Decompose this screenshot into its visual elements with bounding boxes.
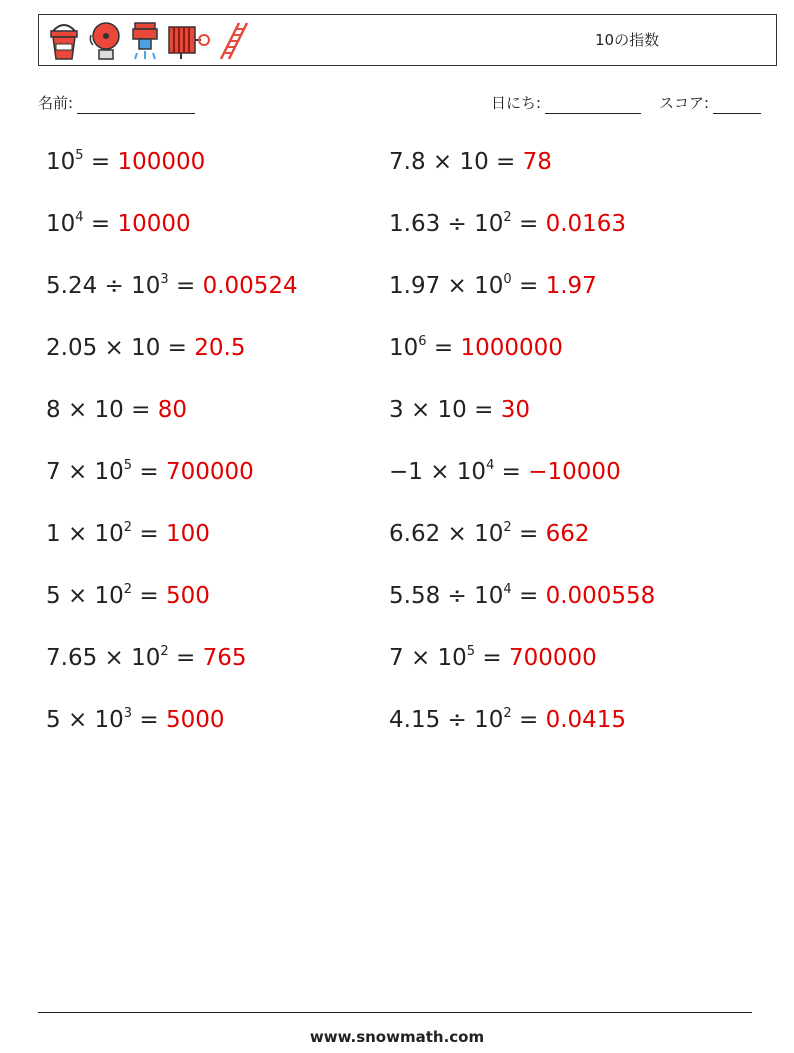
equals-sign: = <box>511 521 546 547</box>
problem-19 <box>46 700 225 740</box>
answer: 662 <box>545 521 590 547</box>
exponent: 2 <box>503 210 512 225</box>
problem-expression: 6.62 × 10 <box>389 521 504 547</box>
exponent: 4 <box>503 582 512 597</box>
exponent: 5 <box>75 148 84 163</box>
problem-expression: 7.8 × 10 = <box>389 149 523 175</box>
answer: 0.0415 <box>545 707 627 733</box>
problem-7 <box>46 328 245 368</box>
problem-2 <box>389 142 552 182</box>
equals-sign: = <box>511 583 546 609</box>
problem-8 <box>389 328 563 368</box>
problem-9 <box>46 390 187 430</box>
equals-sign: = <box>426 335 461 361</box>
exponent: 3 <box>123 706 133 721</box>
problem-expression: 3 × 10 = <box>389 397 501 423</box>
answer: 0.000558 <box>545 583 656 609</box>
answer: 100000 <box>117 149 206 175</box>
problem-15 <box>46 576 210 616</box>
ladder-icon <box>217 21 251 61</box>
problem-expression: 2.05 × 10 = <box>46 335 195 361</box>
equals-sign: = <box>511 273 546 299</box>
footer-site: www.snowmath.com <box>309 1028 485 1046</box>
fire-bucket-icon <box>47 21 81 61</box>
equals-sign: = <box>83 211 118 237</box>
answer: 700000 <box>165 459 254 485</box>
answer: 1000000 <box>460 335 563 361</box>
equals-sign: = <box>132 459 166 485</box>
problem-12 <box>389 452 621 492</box>
equals-sign: = <box>132 521 166 547</box>
problem-expression: 5 × 10 <box>46 707 124 733</box>
answer: 80 <box>157 397 187 423</box>
problem-expression: 8 × 10 = <box>46 397 158 423</box>
problem-3 <box>46 204 191 244</box>
problem-13 <box>46 514 210 554</box>
equals-sign: = <box>132 583 166 609</box>
problem-20 <box>389 700 626 740</box>
exponent: 5 <box>466 644 476 659</box>
problem-expression: 10 <box>389 335 419 361</box>
score-field <box>659 92 761 114</box>
problem-1 <box>46 142 205 182</box>
date-field <box>491 92 641 114</box>
exponent: 4 <box>75 210 84 225</box>
exponent: 6 <box>418 334 427 349</box>
problem-expression: 1.97 × 10 <box>389 273 504 299</box>
score-blank[interactable] <box>713 97 761 114</box>
exponent: 2 <box>503 520 512 535</box>
problem-5 <box>46 266 298 306</box>
problem-6 <box>389 266 597 306</box>
exponent: 2 <box>503 706 512 721</box>
score-label: スコア: <box>659 94 710 112</box>
answer: 78 <box>522 149 552 175</box>
problem-expression: 4.15 ÷ 10 <box>389 707 504 733</box>
answer: 100 <box>165 521 210 547</box>
icon-row <box>47 20 251 62</box>
name-blank[interactable] <box>77 97 195 114</box>
exponent: 2 <box>123 520 133 535</box>
problem-16 <box>389 576 655 616</box>
equals-sign: = <box>168 645 203 671</box>
answer: 5000 <box>165 707 225 733</box>
problem-expression: 7.65 × 10 <box>46 645 161 671</box>
equals-sign: = <box>132 707 166 733</box>
answer: 0.00524 <box>202 273 298 299</box>
answer: 20.5 <box>194 335 246 361</box>
equals-sign: = <box>511 707 546 733</box>
equals-sign: = <box>494 459 529 485</box>
hose-reel-icon <box>167 21 211 61</box>
equals-sign: = <box>83 149 118 175</box>
worksheet-header <box>38 14 777 66</box>
exponent: 2 <box>160 644 169 659</box>
answer: 10000 <box>117 211 191 237</box>
equals-sign: = <box>168 273 203 299</box>
problem-4 <box>389 204 626 244</box>
equals-sign: = <box>475 645 509 671</box>
answer: 500 <box>165 583 210 609</box>
name-label: 名前: <box>38 94 74 112</box>
problem-expression: 5.24 ÷ 10 <box>46 273 161 299</box>
problem-expression: 7 × 10 <box>389 645 467 671</box>
exponent: 3 <box>160 272 169 287</box>
equals-sign: = <box>511 211 546 237</box>
problem-14 <box>389 514 589 554</box>
answer: 0.0163 <box>545 211 627 237</box>
answer: 30 <box>500 397 530 423</box>
problem-11 <box>46 452 254 492</box>
problem-17 <box>46 638 246 678</box>
problem-expression: 5 × 10 <box>46 583 124 609</box>
answer: 765 <box>202 645 247 671</box>
problem-18 <box>389 638 597 678</box>
problem-expression: 10 <box>46 211 76 237</box>
fire-alarm-bell-icon <box>87 21 123 61</box>
date-label: 日にち: <box>491 94 542 112</box>
problem-expression: 5.58 ÷ 10 <box>389 583 504 609</box>
exponent: 2 <box>123 582 133 597</box>
answer: −10000 <box>528 459 621 485</box>
problem-expression: 1 × 10 <box>46 521 124 547</box>
worksheet-title: 10の指数 <box>595 31 660 49</box>
answer: 700000 <box>508 645 597 671</box>
problem-expression: 7 × 10 <box>46 459 124 485</box>
date-blank[interactable] <box>545 97 641 114</box>
answer: 1.97 <box>545 273 597 299</box>
footer-divider <box>38 1012 752 1013</box>
fire-hydrant-icon <box>129 21 161 61</box>
exponent: 0 <box>503 272 512 287</box>
problem-expression: 1.63 ÷ 10 <box>389 211 504 237</box>
problem-expression: 10 <box>46 149 76 175</box>
problem-expression: −1 × 10 <box>389 459 487 485</box>
exponent: 4 <box>486 458 495 473</box>
problem-10 <box>389 390 530 430</box>
name-field <box>38 92 195 114</box>
exponent: 5 <box>123 458 133 473</box>
